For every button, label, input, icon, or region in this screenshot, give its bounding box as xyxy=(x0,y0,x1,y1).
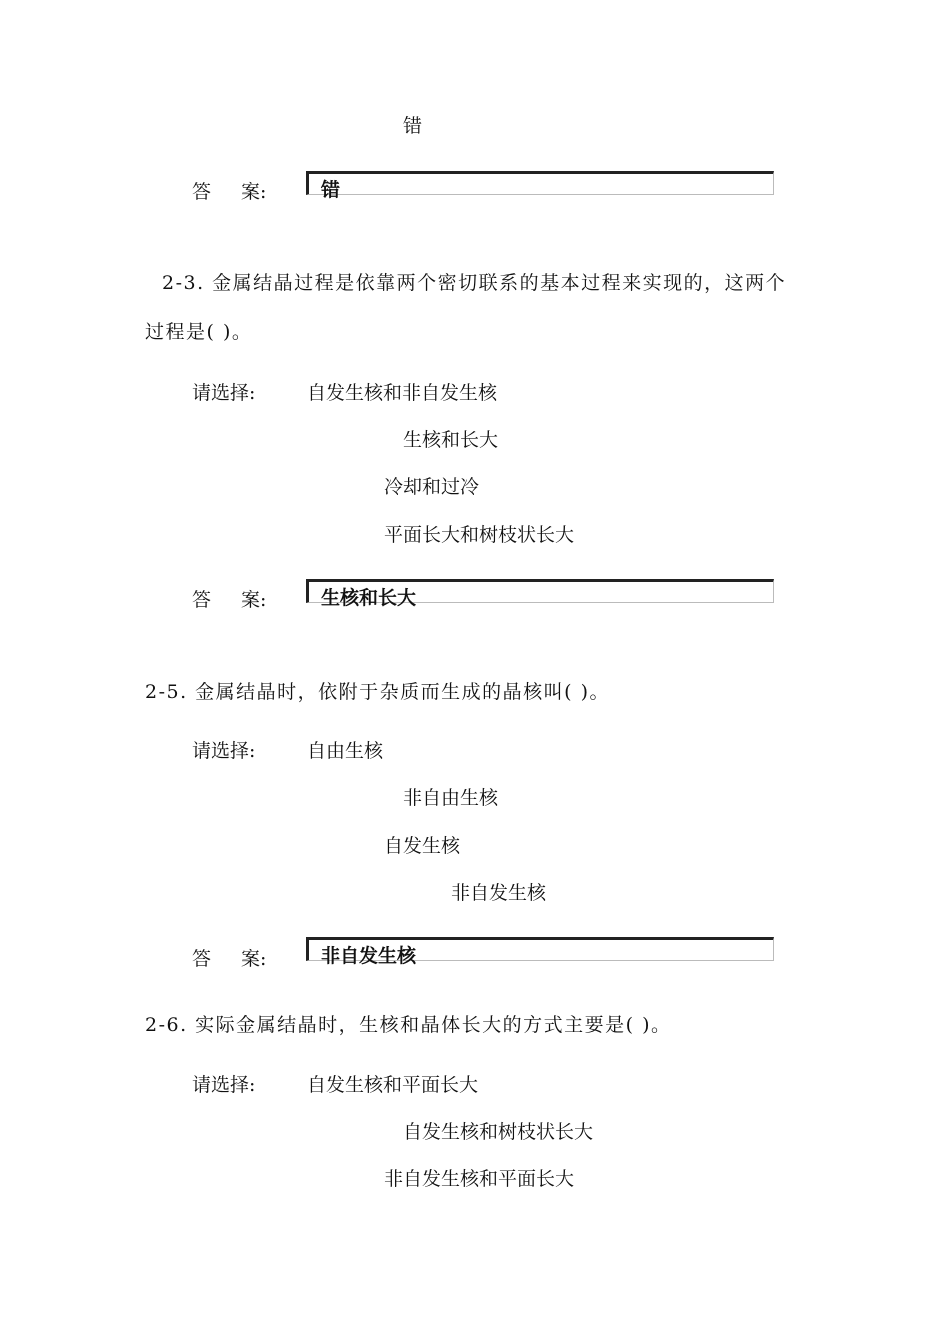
select-label: 请选择: xyxy=(192,382,256,404)
question-text-continued: 过程是( )。 xyxy=(145,321,253,343)
option-c[interactable]: 非自发生核和平面长大 xyxy=(384,1168,575,1190)
answer-value: 生核和长大 xyxy=(321,587,417,609)
option-d[interactable]: 平面长大和树枝状长大 xyxy=(384,524,575,546)
answer-label: 答 案: xyxy=(192,181,267,203)
option-d[interactable]: 非自发生核 xyxy=(451,882,547,904)
option-a[interactable]: 自由生核 xyxy=(307,740,384,762)
answer-box xyxy=(306,937,774,967)
question-text: 2-6. 实际金属结晶时，生核和晶体长大的方式主要是( )。 xyxy=(145,1014,672,1036)
answer-value: 非自发生核 xyxy=(321,945,417,967)
option-b[interactable]: 生核和长大 xyxy=(403,429,499,451)
answer-box xyxy=(306,171,774,201)
answer-box xyxy=(306,579,774,609)
option-text[interactable]: 错 xyxy=(403,115,423,137)
option-a[interactable]: 自发生核和非自发生核 xyxy=(307,382,498,404)
question-text: 2-5. 金属结晶时，依附于杂质而生成的晶核叫( )。 xyxy=(145,681,611,703)
select-label: 请选择: xyxy=(192,1074,256,1096)
answer-label: 答 案: xyxy=(192,948,267,970)
answer-value: 错 xyxy=(321,179,341,201)
option-c[interactable]: 冷却和过冷 xyxy=(384,476,480,498)
question-text: 2-3. 金属结晶过程是依靠两个密切联系的基本过程来实现的，这两个 xyxy=(162,272,787,294)
option-a[interactable]: 自发生核和平面长大 xyxy=(307,1074,479,1096)
answer-label: 答 案: xyxy=(192,589,267,611)
option-b[interactable]: 非自由生核 xyxy=(403,787,499,809)
select-label: 请选择: xyxy=(192,740,256,762)
option-c[interactable]: 自发生核 xyxy=(384,835,461,857)
option-b[interactable]: 自发生核和树枝状长大 xyxy=(403,1121,594,1143)
